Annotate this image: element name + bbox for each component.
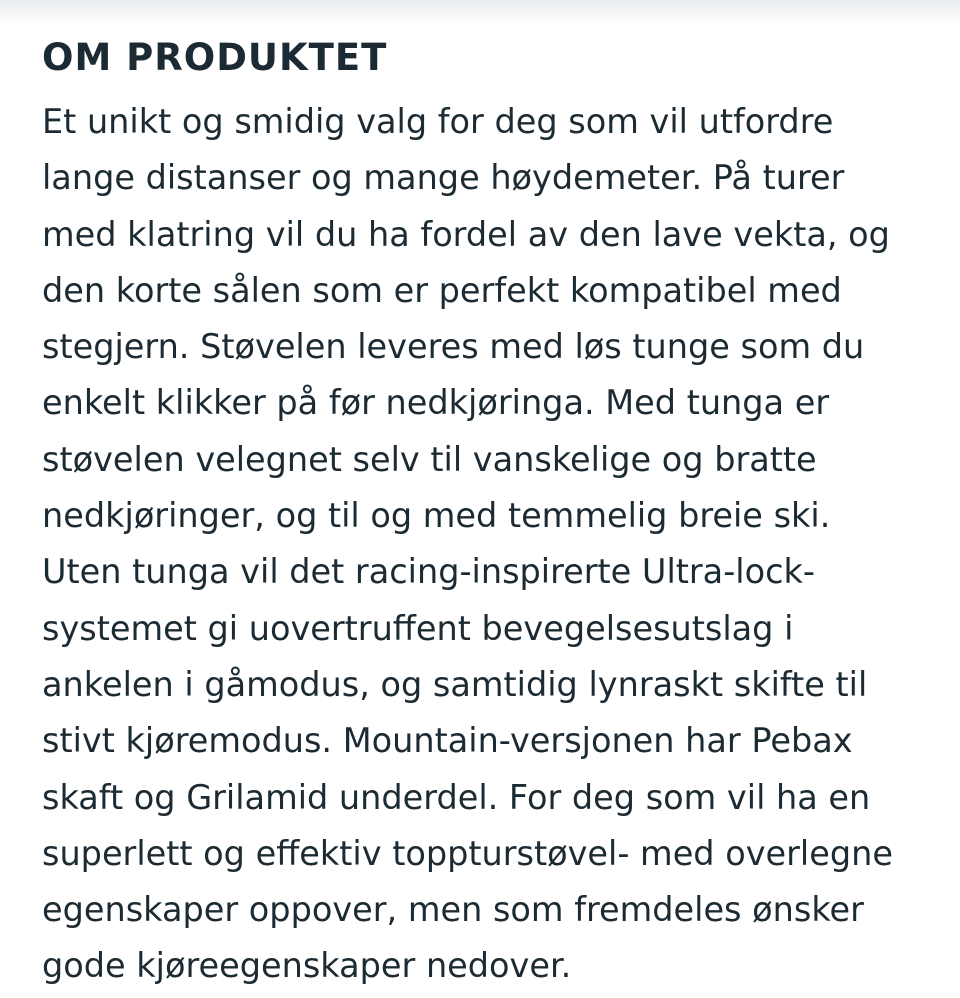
description-line: gode kjøreegenskaper nedover. <box>42 946 572 986</box>
description-line: den korte sålen som er perfekt kompatibel med <box>42 270 842 310</box>
description-line: superlett og effektiv toppturstøvel- med overlegne <box>42 833 893 873</box>
description-line: enkelt klikker på før nedkjøringa. Med tunga er <box>42 383 830 423</box>
description-line: skaft og Grilamid underdel. For deg som vil ha en <box>42 777 871 817</box>
description-line: med klatring vil du ha fordel av den lave vekta, og <box>42 214 890 254</box>
description-line: egenskaper oppover, men som fremdeles ønsker <box>42 890 864 930</box>
section-heading: OM PRODUKTET <box>42 36 388 79</box>
product-description-text <box>42 94 922 995</box>
top-shadow <box>0 0 960 24</box>
description-line: Et unikt og smidig valg for deg som vil utfordre <box>42 102 834 141</box>
description-line: nedkjøringer, og til og med temmelig breie ski. <box>42 496 831 536</box>
description-line: stivt kjøremodus. Mountain-versjonen har Pebax <box>42 721 853 761</box>
description-line: stegjern. Støvelen leveres med løs tunge som du <box>42 327 865 367</box>
product-description-section <box>42 34 922 995</box>
description-line: ankelen i gåmodus, og samtidig lynraskt skifte til <box>42 664 868 704</box>
description-line: systemet gi uovertruffent bevegelsesutslag i <box>42 608 794 648</box>
description-line: støvelen velegnet selv til vanskelige og bratte <box>42 439 817 479</box>
description-line: lange distanser og mange høydemeter. På turer <box>42 158 845 198</box>
description-line: Uten tunga vil det racing-inspirerte Ultra-lock- <box>42 552 815 592</box>
